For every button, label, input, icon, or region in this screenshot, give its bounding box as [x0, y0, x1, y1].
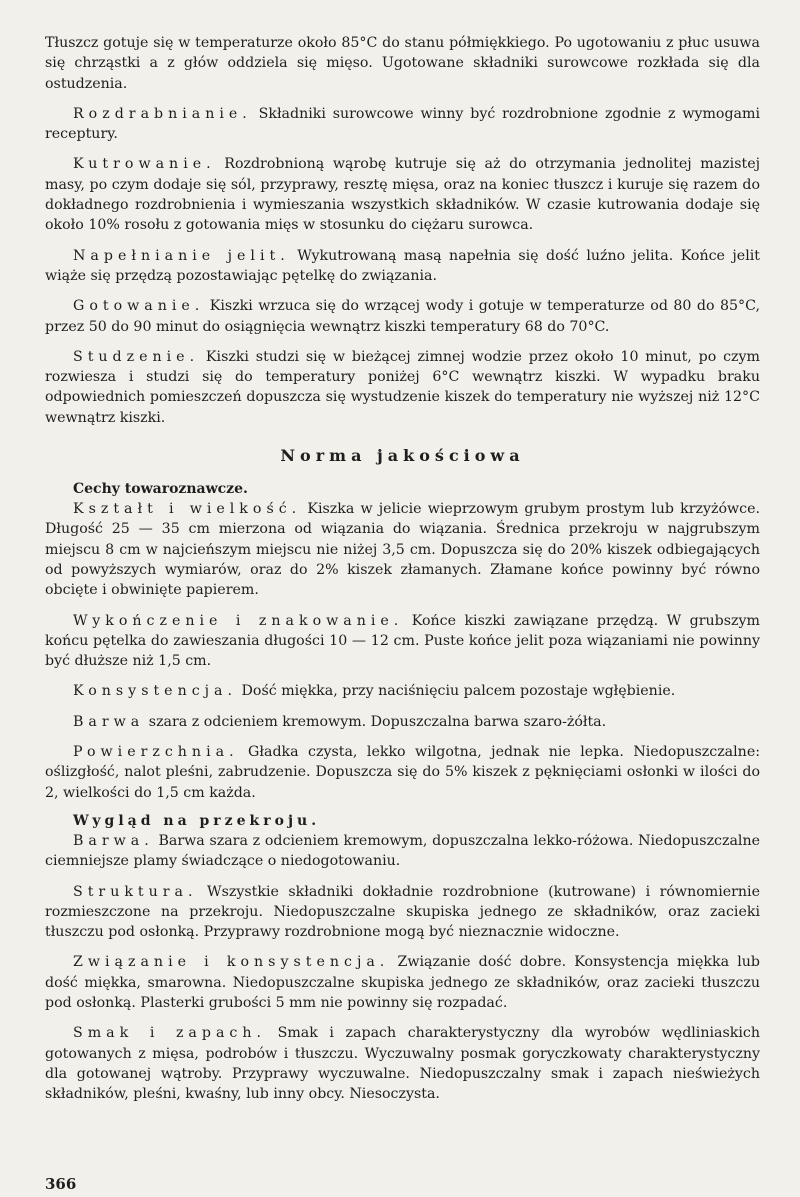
feature-text: Kiszka w jelicie wieprzowym grubym prostym lub krzyżówce. Długość 25 — 35 cm mierzona od wiązania do wiązania. Średnica przekroju w najgrubszym miejscu 8 cm w najcieńszym miejscu nie niżej 3,5 cm. Dopuszcza się do 20% kiszek odbiegających od powyższych wymiarów, oraz do 2% kiszek złamanych. Złamane końce powinny być równo obcięte i obwinięte papierem. — [45, 501, 760, 599]
intro-paragraph: Tłuszcz gotuje się w temperaturze około 85°C do stanu półmiękkiego. Po ugotowaniu z płuc usuwa się chrząstki a z głów oddziela się mięso. Ugotowane składniki surowcowe rozkłada się dla ostudzenia. — [45, 35, 760, 92]
process-steps — [45, 104, 760, 428]
feature-text: szara z odcieniem kremowym. Dopuszczalna barwa szaro-żółta. — [144, 713, 607, 730]
cross-text: Związanie dość dobre. Konsystencja miękka lub dość miękka, smarowna. Niedopuszczalne skupiska jednego ze składników, oraz zacieki tłuszczu pod osłonką. Plasterki grubości 5 mm nie powinny się rozpadać. — [45, 954, 760, 1011]
process-text: Wykutrowaną masą napełnia się dość luźno jelita. Końce jelit wiąże się przędzą pozostawiając pętelkę do związania. — [45, 247, 760, 284]
feature-term: Powierzchnia. — [73, 744, 239, 761]
cross-term: Związanie i konsystencja. — [73, 954, 390, 971]
cross-paragraph-binding — [45, 952, 760, 1013]
process-text: Kiszki wrzuca się do wrzącej wody i gotuje w temperaturze od 80 do 85°C, przez 50 do 90 minut do osiągnięcia wewnątrz kiszki temperatury 68 do 70°C. — [45, 298, 760, 335]
feature-text: Końce kiszki zawiązane przędzą. W grubszym końcu pętelka do zawieszania długości 10 — 12 cm. Puste końce jelit poza wiązaniami nie powinny być dłuższe niż 1,5 cm. — [45, 612, 760, 670]
process-term: Kutrowanie. — [73, 156, 216, 173]
process-text: Kiszki studzi się w bieżącej zimnej wodzie przez około 10 minut, po czym rozwiesza i studzi się do temperatury poniżej 6°C wewnątrz kiszki. W wypadku braku odpowiednich pomieszczeń dopuszcza się wystudzenie kiszek do temperatury nie wyższej niż 12°C wewnątrz kiszki. — [45, 348, 760, 426]
process-paragraph-rozdrabnianie — [45, 104, 760, 145]
page-number: 366 — [45, 1175, 77, 1193]
cross-text: Wszystkie składniki dokładnie rozdrobnione (kutrowane) i równomiernie rozmieszczone na przekroju. Niedopuszczalne skupiska jednego ze składników, oraz zacieki tłuszczu pod osłonką. Przyprawy rozdrobnione mogą być nieznacznie widoczne. — [45, 883, 760, 941]
cross-section-list — [45, 831, 760, 1105]
cross-term: Barwa. — [73, 832, 154, 849]
cross-term: Struktura. — [73, 883, 198, 900]
feature-text: Gładka czysta, lekko wilgotna, jednak nie lepka. Niedopuszczalne: oślizgłość, nalot pleśni, zabrudzenie. Dopuszcza się do 5% kiszek z pęknięciami osłonki w ilości do 2, wielkości do 1,5 cm każda. — [45, 744, 760, 801]
feature-paragraph-color — [45, 712, 760, 732]
cross-text: Barwa szara z odcieniem kremowym, dopuszczalna lekko-różowa. Niedopuszczalne ciemniejsze plamy świadczące o niedogotowaniu. — [45, 832, 760, 870]
subhead-cross-section: Wygląd na przekroju. — [73, 812, 321, 829]
process-paragraph-napelnianie — [45, 246, 760, 287]
feature-term: Konsystencja. — [73, 683, 238, 700]
process-term: Rozdrabnianie. — [73, 105, 252, 122]
feature-term: Barwa — [73, 713, 145, 730]
feature-text: Dość miękka, przy naciśnięciu palcem pozostaje wgłębienie. — [237, 683, 676, 700]
process-term: Gotowanie. — [73, 298, 205, 315]
process-paragraph-kutrowanie — [45, 154, 760, 235]
process-text: Rozdrobnioną wąrobę kutruje się aż do otrzymania jednolitej mazistej masy, po czym dodaje się sól, przyprawy, resztę mięsa, oraz na koniec tłuszcz i kuruje się razem do dokładnego rozdrobnienia i wymieszania wszystkich składników. W czasie kutrowania dodaje się około 10% rosołu z gotowania mięs w stosunku do ciężaru surowca. — [45, 156, 760, 234]
section-title: Norma jakościowa — [280, 446, 525, 466]
feature-paragraph-consistency — [45, 681, 760, 701]
cross-text: Smak i zapach charakterystyczny dla wyrobów wędliniaskich gotowanych z mięsa, podrobów i tłuszczu. Wyczuwalny posmak goryczkowaty charakterystyczny dla gotowanej wątroby. Przyprawy wyczuwalne. Niedopuszczalny smak i zapach nieświeżych składników, pleśni, kwaśny, lub inny obcy. Niesoczysta. — [45, 1025, 760, 1103]
feature-paragraph-surface — [45, 742, 760, 803]
process-paragraph-studzenie — [45, 347, 760, 428]
cross-paragraph-color — [45, 831, 760, 872]
subhead-features: Cechy towaroznawcze. — [73, 481, 248, 498]
process-paragraph-gotowanie — [45, 296, 760, 337]
process-term: Studzenie. — [73, 348, 200, 365]
cross-term: Smak i zapach. — [73, 1025, 267, 1042]
features-list — [45, 499, 760, 803]
feature-paragraph-shape — [45, 499, 760, 600]
feature-term: Kształt i wielkość. — [73, 501, 302, 518]
process-text: Składniki surowcowe winny być rozdrobnione zgodnie z wymogami receptury. — [45, 105, 760, 143]
feature-term: Wykończenie i znakowanie. — [73, 612, 404, 629]
process-term: Napełnianie jelit. — [73, 247, 290, 264]
feature-paragraph-finish — [45, 611, 760, 672]
cross-paragraph-structure — [45, 882, 760, 943]
cross-paragraph-taste — [45, 1023, 760, 1104]
